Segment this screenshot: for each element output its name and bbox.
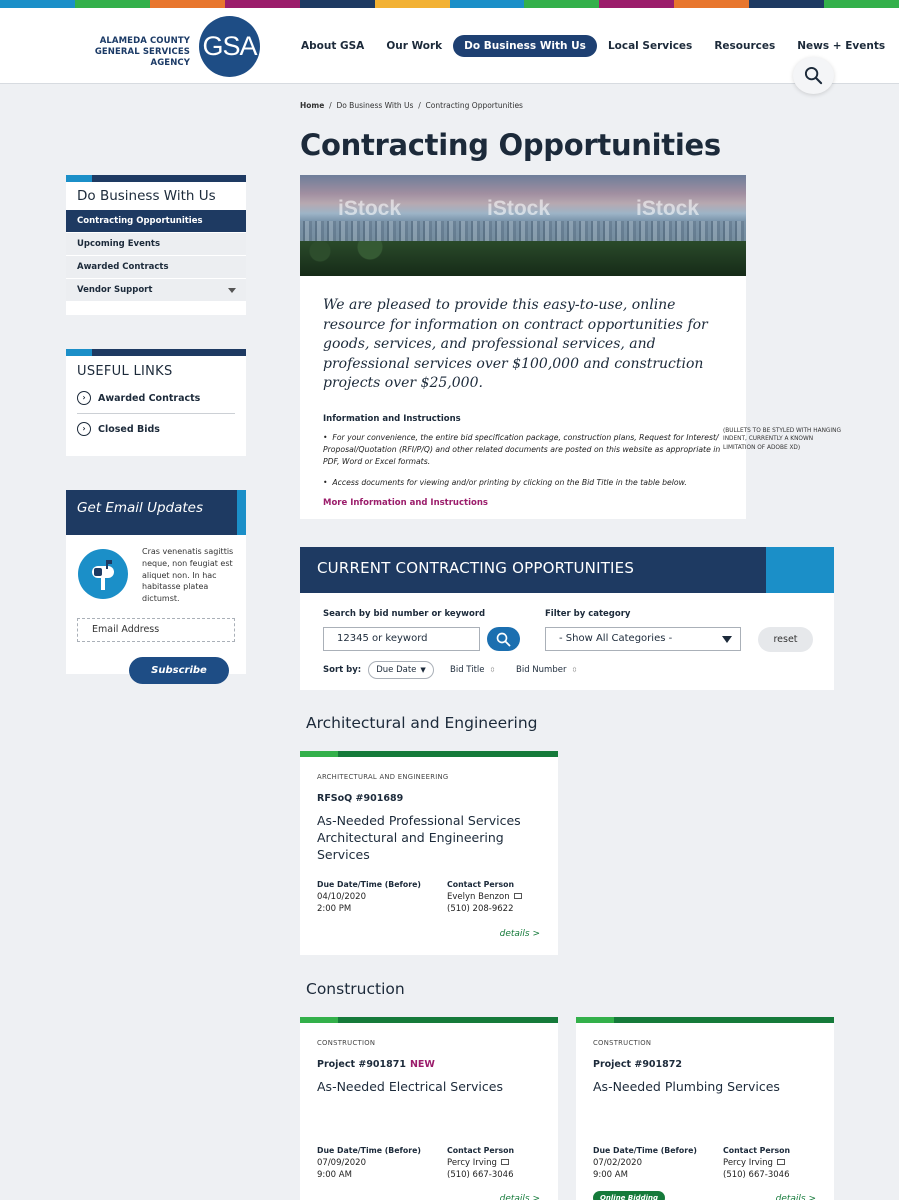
watermark: iStock <box>487 197 551 220</box>
hero-trees <box>300 241 746 276</box>
sort-desc-icon: ▼ <box>420 666 426 674</box>
card-accent <box>300 751 558 757</box>
new-badge: NEW <box>409 1059 435 1070</box>
stripe-segment <box>75 0 150 8</box>
card-category: CONSTRUCTION <box>593 1039 652 1047</box>
stripe-segment <box>375 0 450 8</box>
contact-name: Percy Irving <box>447 1158 497 1168</box>
useful-links-heading: USEFUL LINKS <box>77 364 173 379</box>
category-select-value: - Show All Categories - <box>559 633 673 644</box>
opportunities-search-panel <box>300 547 834 690</box>
main-nav <box>290 35 896 57</box>
details-link[interactable]: details > <box>775 1194 816 1200</box>
envelope-icon[interactable] <box>501 1159 509 1165</box>
contact-name: Percy Irving <box>723 1158 773 1168</box>
sort-bid-title[interactable] <box>450 665 495 675</box>
opportunities-heading <box>300 547 834 593</box>
card-category: CONSTRUCTION <box>317 1039 376 1047</box>
online-bidding-badge[interactable]: Online Bidding <box>593 1191 665 1200</box>
category-select[interactable] <box>545 627 741 651</box>
more-info-link[interactable]: More Information and Instructions <box>323 497 488 508</box>
stripe-segment <box>524 0 599 8</box>
agency-name-line1: ALAMEDA COUNTY <box>99 36 190 46</box>
useful-link-label: Awarded Contracts <box>98 392 201 404</box>
breadcrumb-do-business[interactable]: Do Business With Us <box>336 101 414 110</box>
card-title[interactable]: As-Needed Electrical Services <box>317 1079 503 1094</box>
site-header <box>0 8 899 84</box>
search-icon <box>496 632 511 647</box>
info-bullet-text: Access documents for viewing and/or printing by clicking on the Bid Title in the table below. <box>332 477 687 487</box>
contact-value <box>723 1157 789 1181</box>
due-value <box>593 1157 642 1181</box>
contact-name: Evelyn Benzon <box>447 892 510 902</box>
opportunity-card[interactable] <box>300 1017 558 1200</box>
opportunity-card[interactable] <box>300 751 558 955</box>
info-bullet: • For your convenience, the entire bid specification package, construction plans, Request for Interest/ Proposal/Quotation (RFI/P/Q) and other related documents are posted on this website as appropriate in PDF, Word or Excel formats. <box>323 432 721 467</box>
breadcrumb <box>300 101 523 110</box>
due-date: 07/02/2020 <box>593 1158 642 1168</box>
email-updates-title: Get Email Updates <box>77 500 204 516</box>
useful-link-awarded-contracts[interactable] <box>77 383 235 414</box>
reset-button[interactable]: reset <box>758 627 813 652</box>
subscribe-button[interactable]: Subscribe <box>129 657 229 684</box>
contact-label: Contact Person <box>723 1146 791 1155</box>
caret-down-icon <box>722 636 732 643</box>
card-accent <box>300 1017 558 1023</box>
contact-phone: (510) 667-3046 <box>447 1170 514 1180</box>
email-field[interactable]: Email Address <box>77 618 235 642</box>
card-title[interactable]: As-Needed Plumbing Services <box>593 1079 780 1094</box>
nav-our-work[interactable]: Our Work <box>386 40 443 52</box>
sidebar-item-contracting-opportunities[interactable]: Contracting Opportunities <box>66 210 246 233</box>
due-value <box>317 1157 366 1181</box>
due-time: 2:00 PM <box>317 904 352 914</box>
section-nav-accent <box>66 175 246 182</box>
agency-name-line2: GENERAL SERVICES AGENCY <box>94 47 190 68</box>
stripe-segment <box>674 0 749 8</box>
card-accent <box>576 1017 834 1023</box>
stripe-segment <box>450 0 525 8</box>
intro-lead: We are pleased to provide this easy-to-use, online resource for information on contract opportunities for goods, services, and professional services, and professional services over $100,000 and construction projects over $25,000. <box>323 297 708 392</box>
watermark: iStock <box>338 197 402 220</box>
sort-bid-title-label: Bid Title <box>450 665 485 675</box>
due-label: Due Date/Time (Before) <box>317 1146 421 1155</box>
mailbox-icon <box>78 549 128 599</box>
opportunity-card[interactable] <box>576 1017 834 1200</box>
nav-resources[interactable]: Resources <box>714 40 776 52</box>
breadcrumb-separator: / <box>329 101 332 110</box>
agency-name[interactable] <box>60 36 190 69</box>
sort-icon: ⇳ <box>489 666 496 674</box>
email-updates-heading <box>66 490 246 535</box>
card-category: ARCHITECTURAL AND ENGINEERING <box>317 773 449 781</box>
sidebar-item-awarded-contracts[interactable]: Awarded Contracts <box>66 256 246 279</box>
breadcrumb-separator: / <box>418 101 421 110</box>
nav-do-business[interactable]: Do Business With Us <box>453 35 597 57</box>
nav-about[interactable]: About GSA <box>301 40 365 52</box>
watermark: iStock <box>636 197 700 220</box>
sort-due-date[interactable] <box>368 661 434 679</box>
sort-bid-number-label: Bid Number <box>516 665 567 675</box>
useful-links <box>66 349 246 456</box>
stripe-segment <box>749 0 824 8</box>
envelope-icon[interactable] <box>777 1159 785 1165</box>
sidebar-item-vendor-support[interactable] <box>66 279 246 302</box>
card-number-text: Project #901871 <box>317 1059 406 1070</box>
nav-news-events[interactable]: News + Events <box>797 40 886 52</box>
hero-image <box>300 175 746 276</box>
breadcrumb-home[interactable]: Home <box>300 101 325 110</box>
breadcrumb-current: Contracting Opportunities <box>425 101 523 110</box>
due-date: 07/09/2020 <box>317 1158 366 1168</box>
email-updates-copy: Cras venenatis sagittis neque, non feugiat est aliquet non. In hac habitasse platea dictumst. <box>142 547 234 604</box>
contact-value <box>447 891 522 915</box>
sort-icon: ⇳ <box>571 666 578 674</box>
chevron-right-circle-icon: › <box>77 391 91 405</box>
due-label: Due Date/Time (Before) <box>317 880 421 889</box>
details-link[interactable]: details > <box>499 929 540 939</box>
section-nav-heading: Do Business With Us <box>77 188 216 204</box>
section-title: Architectural and Engineering <box>306 714 538 732</box>
due-label: Due Date/Time (Before) <box>593 1146 697 1155</box>
stripe-segment <box>599 0 674 8</box>
section-title: Construction <box>306 980 405 998</box>
stripe-segment <box>824 0 899 8</box>
search-icon <box>804 66 823 85</box>
info-bullet: • Access documents for viewing and/or printing by clicking on the Bid Title in the table below. <box>323 477 687 487</box>
stripe-segment <box>150 0 225 8</box>
sidebar-item-label: Vendor Support <box>77 285 153 295</box>
filter-label: Filter by category <box>545 609 631 619</box>
card-title[interactable]: As-Needed Professional Services Architectural and Engineering Services <box>317 813 521 862</box>
nav-local-services[interactable]: Local Services <box>607 40 693 52</box>
chevron-down-icon[interactable] <box>228 288 236 293</box>
card-number: Project #901872 <box>593 1059 682 1070</box>
sort-due-date-label: Due Date <box>376 665 417 675</box>
design-note: (BULLETS TO BE STYLED WITH HANGING INDENT, CURRENTLY A KNOWN LIMITATION OF ADOBE XD) <box>723 428 841 451</box>
bid-search-button[interactable] <box>487 627 520 651</box>
sort-bid-number[interactable] <box>516 665 577 675</box>
email-updates-accent <box>237 490 246 535</box>
card-number: RFSoQ #901689 <box>317 793 404 804</box>
opportunities-title: CURRENT CONTRACTING OPPORTUNITIES <box>317 559 635 577</box>
sidebar-item-upcoming-events[interactable]: Upcoming Events <box>66 233 246 256</box>
email-updates <box>66 490 246 674</box>
section-nav <box>66 175 246 315</box>
due-value <box>317 891 366 915</box>
contact-label: Contact Person <box>447 1146 515 1155</box>
card-number <box>317 1059 435 1070</box>
envelope-icon[interactable] <box>514 893 522 899</box>
useful-links-accent <box>66 349 246 356</box>
contact-phone: (510) 667-3046 <box>723 1170 790 1180</box>
sort-label: Sort by: <box>323 665 362 675</box>
stripe-segment <box>225 0 300 8</box>
info-title: Information and Instructions <box>323 413 461 424</box>
info-bullet-text: For your convenience, the entire bid specification package, construction plans, Request for Interest/ Proposal/Quotation (RFI/P/Q) and other related documents are posted on this website as appropriate in PDF, Word or Excel formats. <box>323 432 721 467</box>
bid-search-input[interactable]: 12345 or keyword <box>323 627 480 651</box>
gsa-logo[interactable]: GSA <box>199 16 260 77</box>
due-time: 9:00 AM <box>317 1170 352 1180</box>
intro-panel <box>300 276 746 519</box>
opportunities-accent <box>766 547 834 593</box>
chevron-right-circle-icon: › <box>77 422 91 436</box>
contact-value <box>447 1157 513 1181</box>
due-date: 04/10/2020 <box>317 892 366 902</box>
site-search-button[interactable] <box>793 57 834 94</box>
contact-label: Contact Person <box>447 880 515 889</box>
page-title: Contracting Opportunities <box>300 128 721 162</box>
contact-phone: (510) 208-9622 <box>447 904 514 914</box>
brand-color-stripe <box>0 0 899 8</box>
details-link[interactable]: details > <box>499 1194 540 1200</box>
useful-link-label: Closed Bids <box>98 423 160 435</box>
stripe-segment <box>0 0 75 8</box>
search-label: Search by bid number or keyword <box>323 609 486 619</box>
useful-link-closed-bids[interactable] <box>77 414 235 444</box>
stripe-segment <box>300 0 375 8</box>
due-time: 9:00 AM <box>593 1170 628 1180</box>
